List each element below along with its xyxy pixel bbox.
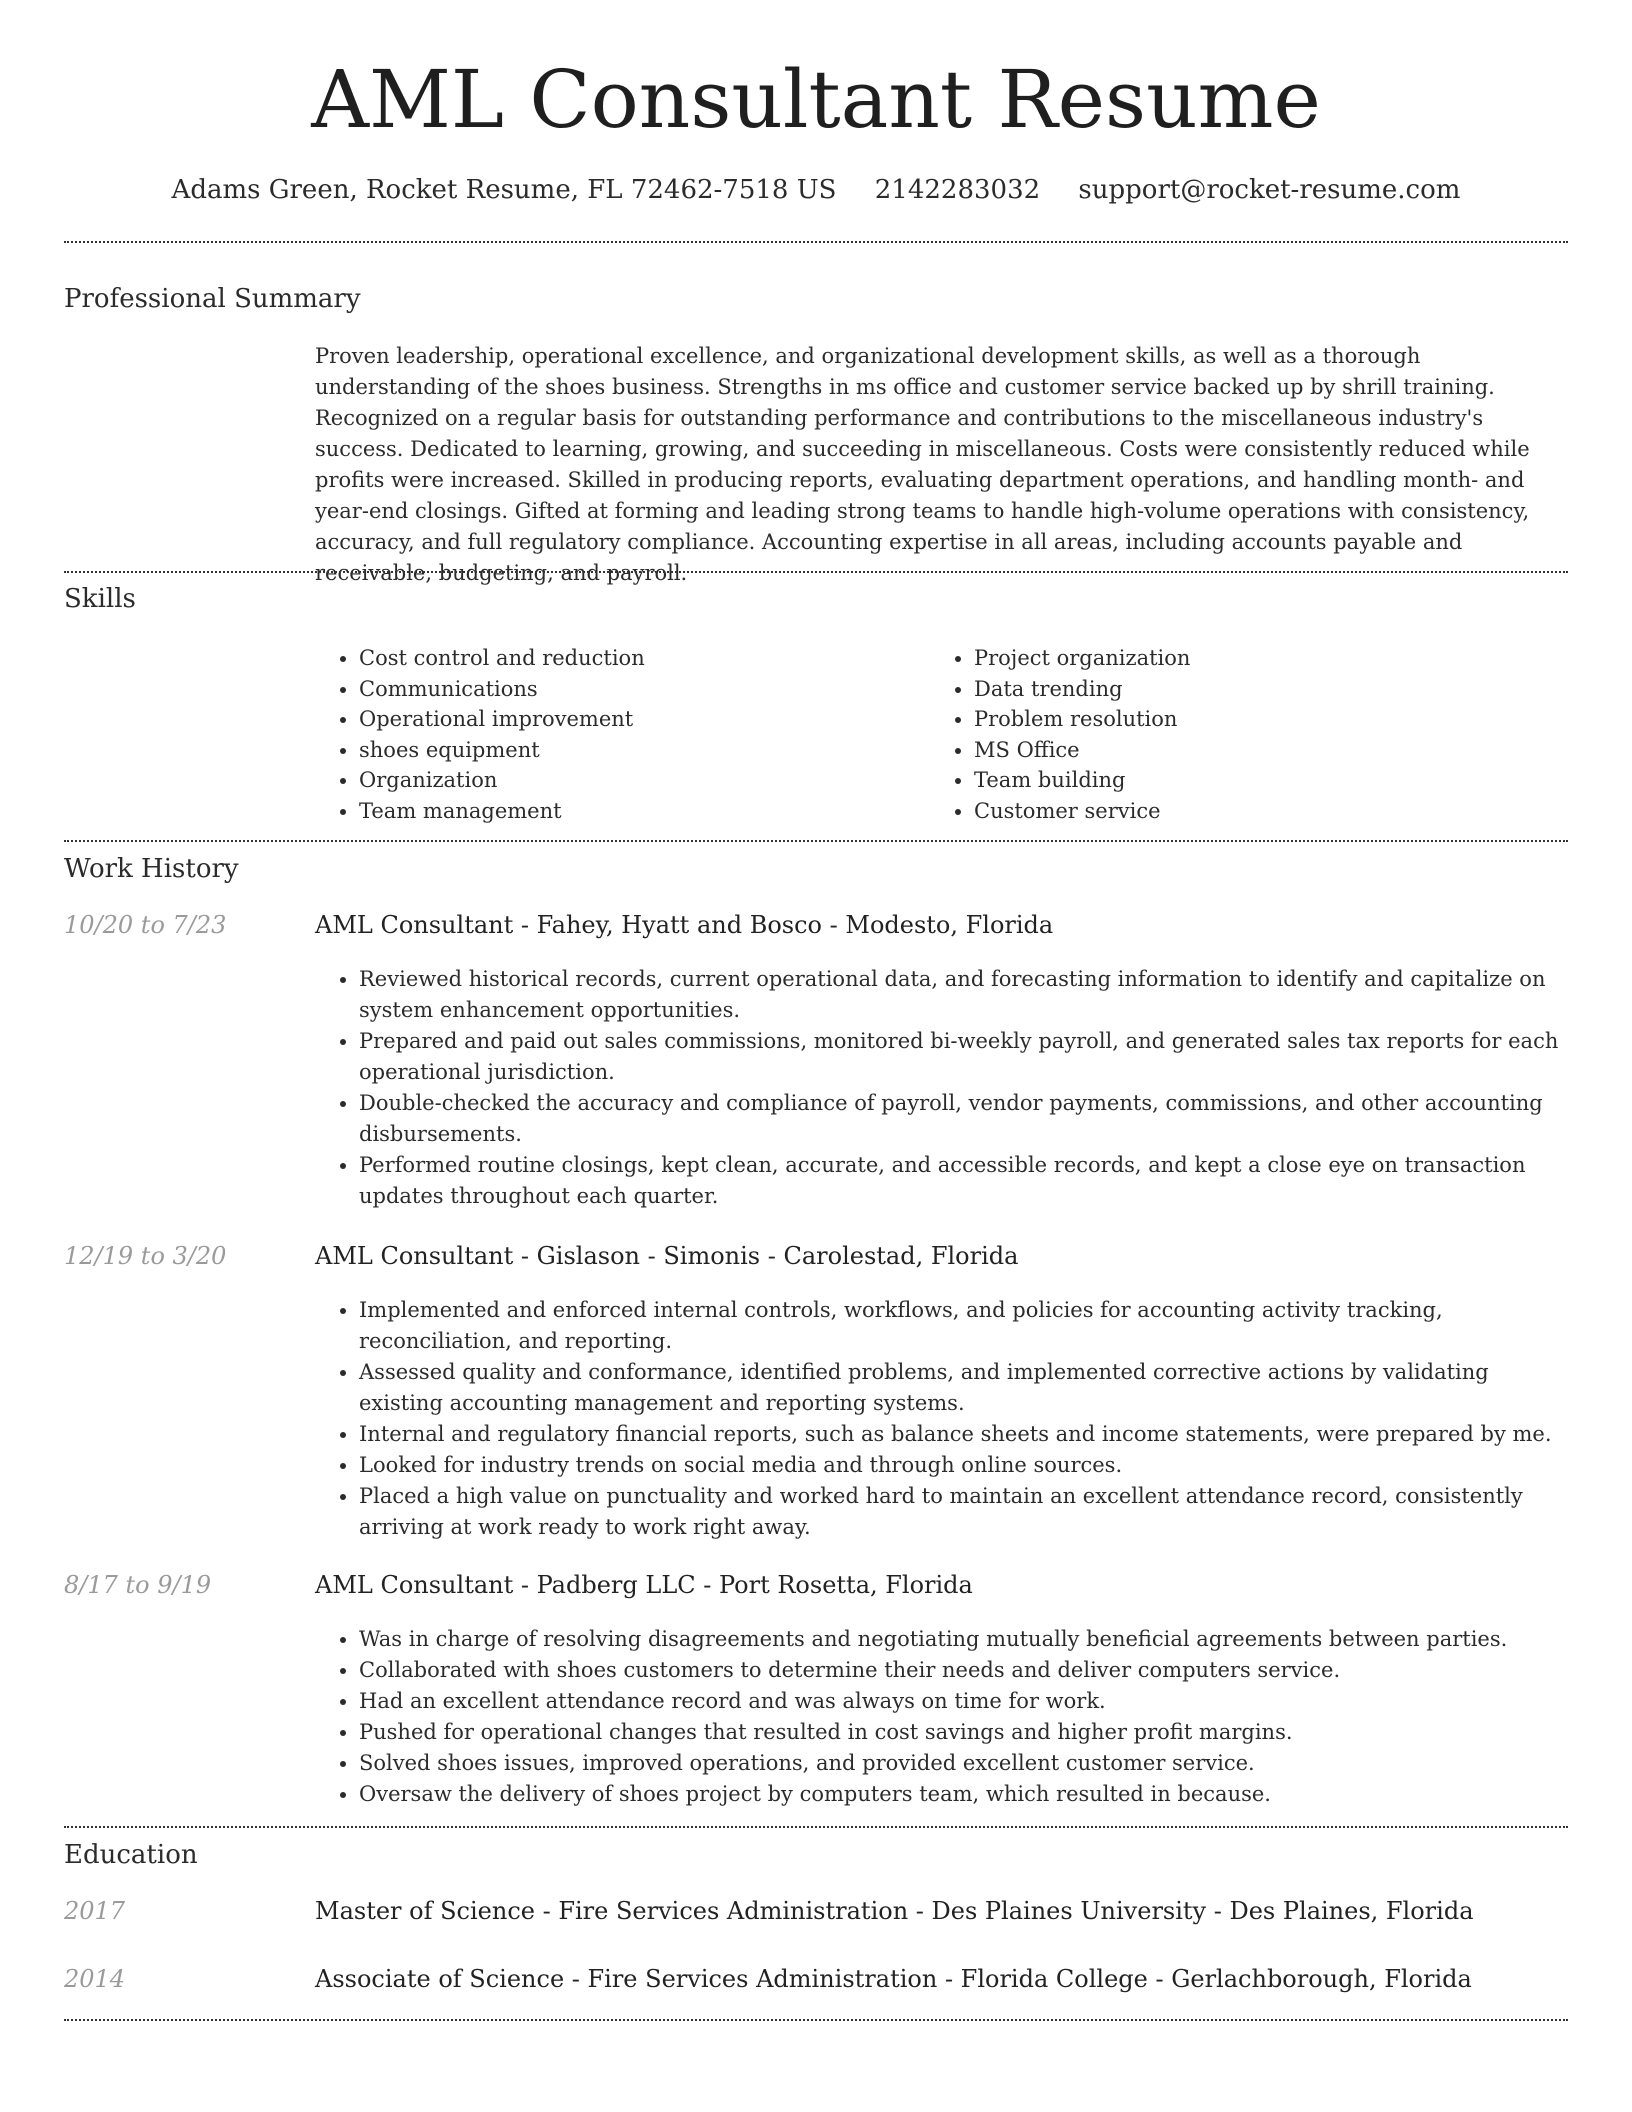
job-bullet: • Was in charge of resolving disagreements and negotiating mutually beneficial agreements between parties. <box>359 1624 1565 1655</box>
skill-item: • Problem resolution <box>974 704 1550 735</box>
skill-item: • Cost control and reduction <box>359 643 915 674</box>
job-bullet: • Prepared and paid out sales commissions, monitored bi-weekly payroll, and generated sales tax reports for each operational jurisdiction. <box>359 1026 1565 1088</box>
education-year: 2017 <box>64 1897 126 1925</box>
job-dates: 8/17 to 9/19 <box>64 1571 212 1599</box>
divider <box>64 2019 1568 2021</box>
job-bullets <box>315 1295 1565 1543</box>
skill-item: • Customer service <box>974 796 1550 827</box>
skill-item: • Operational improvement <box>359 704 915 735</box>
job-dates: 12/19 to 3/20 <box>64 1242 227 1270</box>
job-bullets <box>315 1624 1565 1810</box>
job-bullet: • Pushed for operational changes that resulted in cost savings and higher profit margins. <box>359 1717 1565 1748</box>
work-history-heading: Work History <box>64 854 239 884</box>
skill-item: • Project organization <box>974 643 1550 674</box>
skill-item: • Data trending <box>974 674 1550 705</box>
skill-item: • Communications <box>359 674 915 705</box>
divider <box>64 241 1568 243</box>
skill-item: • Team management <box>359 796 915 827</box>
contact-phone: 2142283032 <box>874 175 1041 205</box>
contact-address: Adams Green, Rocket Resume, FL 72462-7518 US <box>171 175 837 205</box>
divider <box>64 840 1568 842</box>
job-bullet: • Reviewed historical records, current operational data, and forecasting information to identify and capitalize on system enhancement opportunities. <box>359 964 1565 1026</box>
contact-email: support@rocket-resume.com <box>1078 175 1461 205</box>
contact-line <box>0 170 1632 210</box>
job-bullet: • Implemented and enforced internal controls, workflows, and policies for accounting activity tracking, reconciliation, and reporting. <box>359 1295 1565 1357</box>
job-bullet: • Assessed quality and conformance, identified problems, and implemented corrective actions by validating existing accounting management and reporting systems. <box>359 1357 1565 1419</box>
job-bullet: • Solved shoes issues, improved operations, and provided excellent customer service. <box>359 1748 1565 1779</box>
job-title: AML Consultant - Gislason - Simonis - Carolestad, Florida <box>315 1242 1019 1270</box>
job-bullet: • Placed a high value on punctuality and worked hard to maintain an excellent attendance record, consistently arriving at work ready to work right away. <box>359 1481 1565 1543</box>
skill-item: • shoes equipment <box>359 735 915 766</box>
job-title: AML Consultant - Padberg LLC - Port Rosetta, Florida <box>315 1571 973 1599</box>
job-bullet: • Collaborated with shoes customers to determine their needs and deliver computers service. <box>359 1655 1565 1686</box>
skills-column-right <box>930 643 1550 826</box>
summary-heading: Professional Summary <box>64 284 361 314</box>
education-heading: Education <box>64 1840 198 1870</box>
job-bullets <box>315 964 1565 1212</box>
job-bullet: • Performed routine closings, kept clean, accurate, and accessible records, and kept a close eye on transaction updates throughout each quarter. <box>359 1150 1565 1212</box>
skill-item: • Team building <box>974 765 1550 796</box>
job-bullet: • Oversaw the delivery of shoes project by computers team, which resulted in because. <box>359 1779 1565 1810</box>
job-bullet: • Had an excellent attendance record and was always on time for work. <box>359 1686 1565 1717</box>
skill-item: • MS Office <box>974 735 1550 766</box>
education-entry: Associate of Science - Fire Services Administration - Florida College - Gerlachborough, Florida <box>315 1965 1472 1993</box>
summary-text: Proven leadership, operational excellence, and organizational development skills, as well as a thorough understanding of the shoes business. Strengths in ms office and customer service backed up by shrill training. Recognized on a regular basis for outstanding performance and contributions to the miscellaneous industry's success. Dedicated to learning, growing, and succeeding in miscellaneous. Costs were consistently reduced while profits were increased. Skilled in producing reports, evaluating department operations, and handling month- and year-end closings. Gifted at forming and leading strong teams to handle high-volume operations with consistency, accuracy, and full regulatory compliance. Accounting expertise in all areas, including accounts payable and receivable, budgeting, and payroll. <box>315 344 1530 585</box>
skills-column-left <box>315 643 915 826</box>
skill-item: • Organization <box>359 765 915 796</box>
job-title: AML Consultant - Fahey, Hyatt and Bosco - Modesto, Florida <box>315 911 1054 939</box>
job-bullet: • Looked for industry trends on social media and through online sources. <box>359 1450 1565 1481</box>
education-year: 2014 <box>64 1965 126 1993</box>
page-title: AML Consultant Resume <box>311 53 1321 146</box>
job-dates: 10/20 to 7/23 <box>64 911 227 939</box>
skills-heading: Skills <box>64 584 136 614</box>
job-bullet: • Internal and regulatory financial reports, such as balance sheets and income statements, were prepared by me. <box>359 1419 1565 1450</box>
education-entry: Master of Science - Fire Services Administration - Des Plaines University - Des Plaines, Florida <box>315 1897 1474 1925</box>
job-bullet: • Double-checked the accuracy and compliance of payroll, vendor payments, commissions, and other accounting disbursements. <box>359 1088 1565 1150</box>
divider <box>64 571 1568 573</box>
divider <box>64 1826 1568 1828</box>
